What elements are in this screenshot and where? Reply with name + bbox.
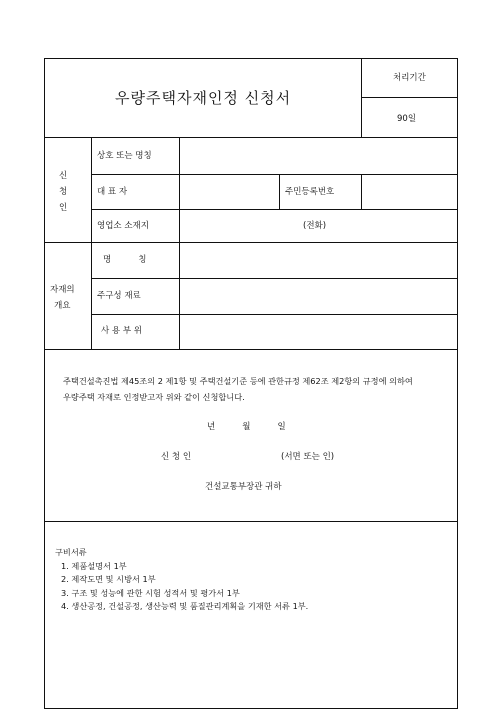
rule-statement-bottom [45,521,457,522]
rule-header-bottom [45,137,457,138]
rule-main-bottom [91,314,457,315]
rule-rep-mid2 [361,174,362,209]
rule-label-col [179,137,180,349]
rule-rep-bottom [91,209,457,210]
applicant-section-label: 신 청 인 [59,171,68,213]
resident-number-label: 주민등록번호 [285,187,335,197]
rule-processing-mid [361,97,457,98]
applicant-sign-label: 신 청 인 [161,452,192,462]
phone-label: (전화) [303,221,327,231]
processing-period-value: 90일 [397,114,417,124]
application-form [44,58,458,709]
company-name-label: 상호 또는 명칭 [97,151,152,161]
rule-section-col [91,137,92,349]
material-section-label: 자재의 개요 [50,285,75,311]
rule-processing-left [361,59,362,137]
required-documents-title: 구비서류 [55,547,87,557]
representative-label: 대 표 자 [97,187,128,197]
business-address-label: 영업소 소재지 [97,221,149,231]
page-title: 우량주택자재인정 신청서 [115,89,292,107]
rule-name-bottom [91,174,457,175]
material-name-label: 명 칭 [103,255,147,265]
list-item: 2. 제작도면 및 시방서 1부 [61,574,156,584]
list-item: 1. 제품설명서 1부 [61,560,127,571]
processing-period-label: 처리기간 [393,73,426,83]
required-documents [55,546,308,614]
rule-rep-mid1 [279,174,280,209]
sign-or-seal-label: (서면 또는 인) [281,452,335,462]
statement-line-2: 우량주택 자재로 인정받고자 위와 같이 신청합니다. [63,392,245,402]
list-item: 4. 생산공정, 건설공정, 생산능력 및 품질관리계획을 기재한 서류 1부. [61,601,309,611]
main-material-label: 주구성 재료 [97,291,141,301]
date-line: 년 월 일 [207,422,286,432]
usage-part-label: 사 용 부 위 [101,326,142,336]
statement-line-1: 주택건설촉진법 제45조의 2 제1항 및 주택건설기준 등에 관한규정 제62조 제2항의 규정에 의하여 [63,376,413,386]
list-item: 3. 구조 및 성능에 관한 시험 성적서 및 평가서 1부 [61,587,240,598]
rule-material-bottom [45,349,457,350]
rule-mname-bottom [91,278,457,279]
rule-applicant-bottom [45,242,457,243]
addressee: 건설교통부장관 귀하 [205,482,282,492]
